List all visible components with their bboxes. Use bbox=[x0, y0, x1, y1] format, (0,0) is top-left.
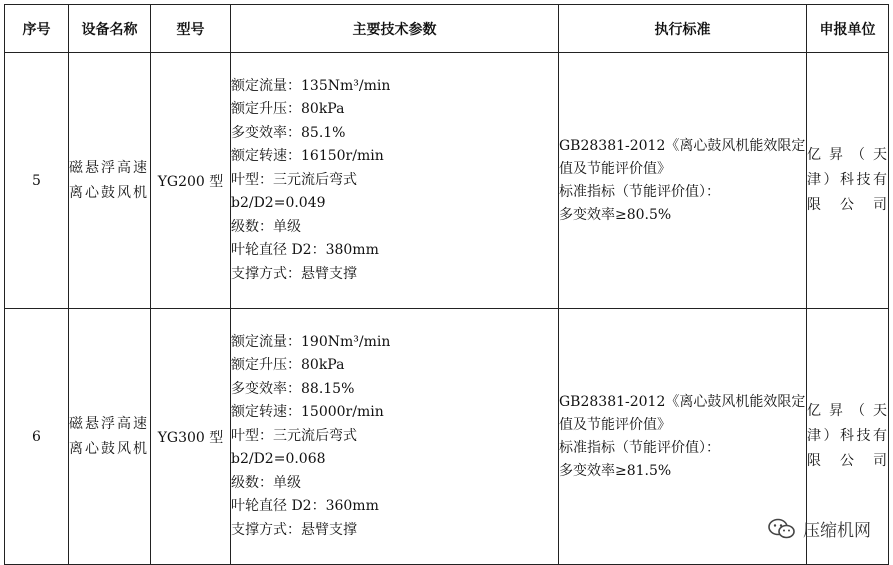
standard-indicator: 标准指标（节能评价值）： bbox=[559, 439, 720, 456]
table-header bbox=[5, 5, 889, 53]
params-cell bbox=[231, 53, 559, 309]
param-line: 叶轮直径 D2：380mm bbox=[231, 242, 379, 259]
equipment-spec-table bbox=[4, 4, 889, 565]
param-line: 叶轮直径 D2：360mm bbox=[231, 498, 379, 515]
standard-cell bbox=[559, 53, 807, 309]
param-line: 额定流量：190Nm³/min bbox=[231, 333, 391, 350]
param-line: 额定升压：80kPa bbox=[231, 357, 345, 374]
applicant-unit: 亿昇（天津）科技有限公司 bbox=[807, 309, 889, 565]
param-line: 叶型：三元流后弯式 bbox=[231, 427, 357, 444]
header-standard: 执行标准 bbox=[559, 5, 807, 53]
params-cell bbox=[231, 309, 559, 565]
param-line: 级数：单级 bbox=[231, 474, 301, 491]
standard-title: GB28381-2012《离心鼓风机能效限定值及节能评价值》 bbox=[559, 137, 806, 177]
header-model: 型号 bbox=[151, 5, 231, 53]
row-no: 6 bbox=[5, 309, 69, 565]
wechat-icon bbox=[767, 517, 797, 541]
param-line: 级数：单级 bbox=[231, 218, 301, 235]
param-line: b2/D2=0.049 bbox=[231, 195, 326, 212]
param-line: 多变效率：85.1% bbox=[231, 124, 346, 141]
standard-efficiency: 多变效率≥80.5% bbox=[559, 206, 672, 223]
param-line: 额定转速：15000r/min bbox=[231, 404, 384, 421]
watermark-text: 压缩机网 bbox=[803, 521, 871, 541]
device-name: 磁悬浮高速离心鼓风机 bbox=[69, 309, 151, 565]
param-line: 额定升压：80kPa bbox=[231, 101, 345, 118]
header-no: 序号 bbox=[5, 5, 69, 53]
header-unit: 申报单位 bbox=[807, 5, 889, 53]
model: YG300 型 bbox=[151, 309, 231, 565]
model: YG200 型 bbox=[151, 53, 231, 309]
param-line: 叶型：三元流后弯式 bbox=[231, 171, 357, 188]
param-line: b2/D2=0.068 bbox=[231, 451, 326, 468]
table-row bbox=[5, 53, 889, 309]
param-line: 支撑方式：悬臂支撑 bbox=[231, 521, 357, 538]
param-line: 额定流量：135Nm³/min bbox=[231, 77, 391, 94]
header-device-name: 设备名称 bbox=[69, 5, 151, 53]
device-name: 磁悬浮高速离心鼓风机 bbox=[69, 53, 151, 309]
watermark bbox=[767, 516, 871, 541]
standard-efficiency: 多变效率≥81.5% bbox=[559, 462, 672, 479]
param-line: 额定转速：16150r/min bbox=[231, 148, 384, 165]
param-line: 多变效率：88.15% bbox=[231, 380, 355, 397]
standard-indicator: 标准指标（节能评价值）： bbox=[559, 183, 720, 200]
standard-title: GB28381-2012《离心鼓风机能效限定值及节能评价值》 bbox=[559, 393, 806, 433]
row-no: 5 bbox=[5, 53, 69, 309]
header-params: 主要技术参数 bbox=[231, 5, 559, 53]
applicant-unit: 亿昇（天津）科技有限公司 bbox=[807, 53, 889, 309]
table-row bbox=[5, 309, 889, 565]
param-line: 支撑方式：悬臂支撑 bbox=[231, 265, 357, 282]
